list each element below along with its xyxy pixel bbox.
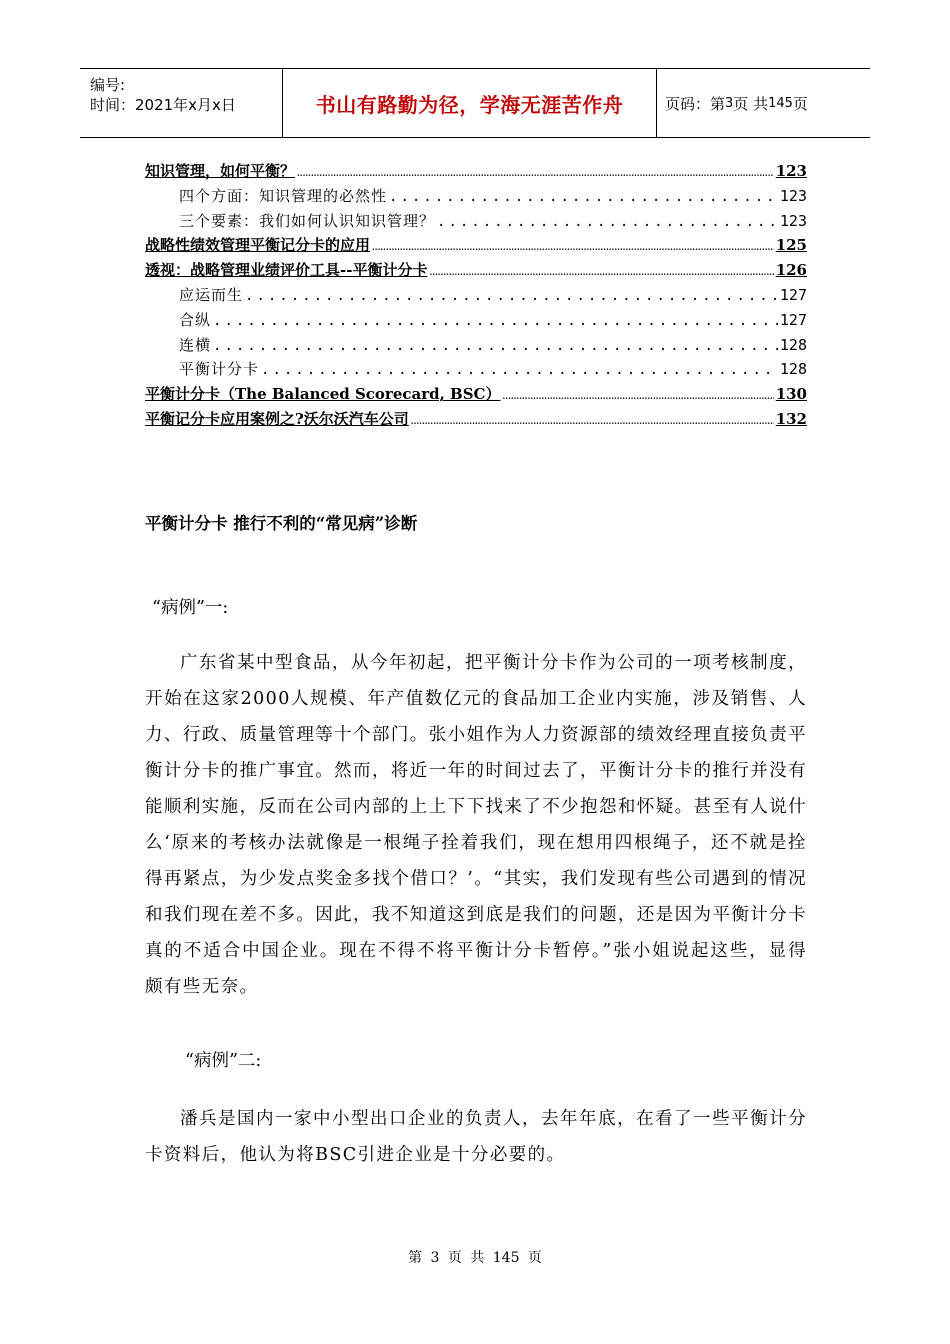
toc-entry[interactable]: [145, 334, 807, 359]
toc-entry-page: 123: [779, 211, 807, 230]
toc-entry-page: 128: [779, 335, 807, 354]
section-title: 平衡计分卡 推行不利的“常见病”诊断: [145, 514, 418, 533]
toc-entry[interactable]: [145, 259, 807, 284]
toc-entry-title: 透视：战略管理业绩评价工具--平衡计分卡: [145, 261, 428, 280]
page-end-label: 页: [792, 94, 808, 113]
toc-leader: [503, 385, 774, 403]
page-number: 3: [725, 95, 734, 111]
toc-entry-title: 三个要素：我们如何认识知识管理？: [179, 211, 436, 230]
header-motto: 书山有路勤为径，学海无涯苦作舟: [315, 92, 624, 117]
case-1-label: “病例”一:: [152, 598, 229, 618]
page-header: [80, 68, 870, 138]
toc-leader: [411, 410, 774, 428]
document-number-label: 编号:: [90, 76, 126, 94]
toc-entry-page: 123: [779, 186, 807, 205]
toc-entry[interactable]: [145, 185, 807, 210]
toc-entry-title: 平衡计分卡: [179, 360, 260, 379]
page-footer: 第 3 页 共 145 页: [408, 1250, 542, 1266]
toc-entry[interactable]: [145, 284, 807, 309]
header-meta: [80, 69, 282, 137]
toc-leader: [429, 261, 773, 279]
toc-leader: [245, 286, 778, 304]
toc-leader: [213, 311, 778, 329]
table-of-contents: [145, 160, 807, 433]
toc-entry-page: 126: [775, 261, 807, 280]
document-date: 时间：2021年x月x日: [90, 96, 236, 114]
toc-entry[interactable]: [145, 234, 807, 259]
toc-entry-title: 平衡计分卡（The Balanced Scorecard, BSC）: [145, 385, 501, 404]
toc-entry-page: 125: [775, 236, 807, 255]
case-1-paragraph: 广东省某中型食品，从今年初起，把平衡计分卡作为公司的一项考核制度，开始在这家2000人规模、年产值数亿元的食品加工企业内实施，涉及销售、人力、行政、质量管理等十个部门。张小姐作为人力资源部的绩效经理直接负责平衡计分卡的推广事宜。然而，将近一年的时间过去了，平衡计分卡的推行并没有能顺利实施，反而在公司内部的上上下下找来了不少抱怨和怀疑。甚至有人说什么‘原来的考核办法就像是一根绳子拴着我们，现在想用四根绳子，还不就是拴得再紧点，为少发点奖金多找个借口？’。“其实，我们发现有些公司遇到的情况和我们现在差不多。因此，我不知道这到底是我们的问题，还是因为平衡计分卡真的不适合中国企业。现在不得不将平衡计分卡暂停。”张小姐说起这些，显得颇有些无奈。: [145, 653, 807, 997]
toc-entry-title: 连横: [179, 335, 212, 354]
toc-entry-title: 应运而生: [179, 285, 244, 304]
toc-leader: [213, 336, 778, 354]
toc-leader: [297, 162, 774, 180]
toc-entry[interactable]: [145, 358, 807, 383]
toc-entry-page: 127: [779, 310, 807, 329]
toc-entry-page: 130: [775, 385, 807, 404]
toc-entry-title: 合纵: [179, 310, 212, 329]
toc-entry-title: 战略性绩效管理平衡记分卡的应用: [145, 236, 371, 255]
header-motto-cell: [282, 69, 657, 137]
case-1-body: [145, 645, 807, 1005]
case-2-body: [145, 1101, 807, 1173]
toc-entry-page: 132: [775, 409, 807, 428]
toc-entry[interactable]: [145, 383, 807, 408]
case-2-label: “病例”二:: [185, 1051, 262, 1071]
toc-entry[interactable]: [145, 408, 807, 433]
toc-entry[interactable]: [145, 160, 807, 185]
toc-entry-title: 四个方面：知识管理的必然性: [179, 186, 388, 205]
toc-leader: [372, 236, 774, 254]
toc-leader: [437, 212, 778, 230]
toc-entry-page: 128: [779, 360, 807, 379]
page-mid-label: 页 共: [733, 94, 769, 113]
case-2-paragraph: 潘兵是国内一家中小型出口企业的负责人，去年年底，在看了一些平衡计分卡资料后，他认为将BSC引进企业是十分必要的。: [145, 1109, 807, 1165]
page-total: 145: [768, 95, 793, 111]
toc-entry-title: 平衡记分卡应用案例之?沃尔沃汽车公司: [145, 409, 409, 428]
toc-entry-title: 知识管理，如何平衡？: [145, 162, 296, 180]
page-label: 页码：第: [665, 94, 726, 113]
toc-leader: [261, 360, 778, 378]
toc-leader: [389, 187, 778, 205]
toc-entry-page: 127: [779, 285, 807, 304]
header-page-info: [657, 69, 870, 137]
toc-entry[interactable]: [145, 210, 807, 235]
toc-entry-page: 123: [775, 162, 807, 180]
toc-entry[interactable]: [145, 309, 807, 334]
